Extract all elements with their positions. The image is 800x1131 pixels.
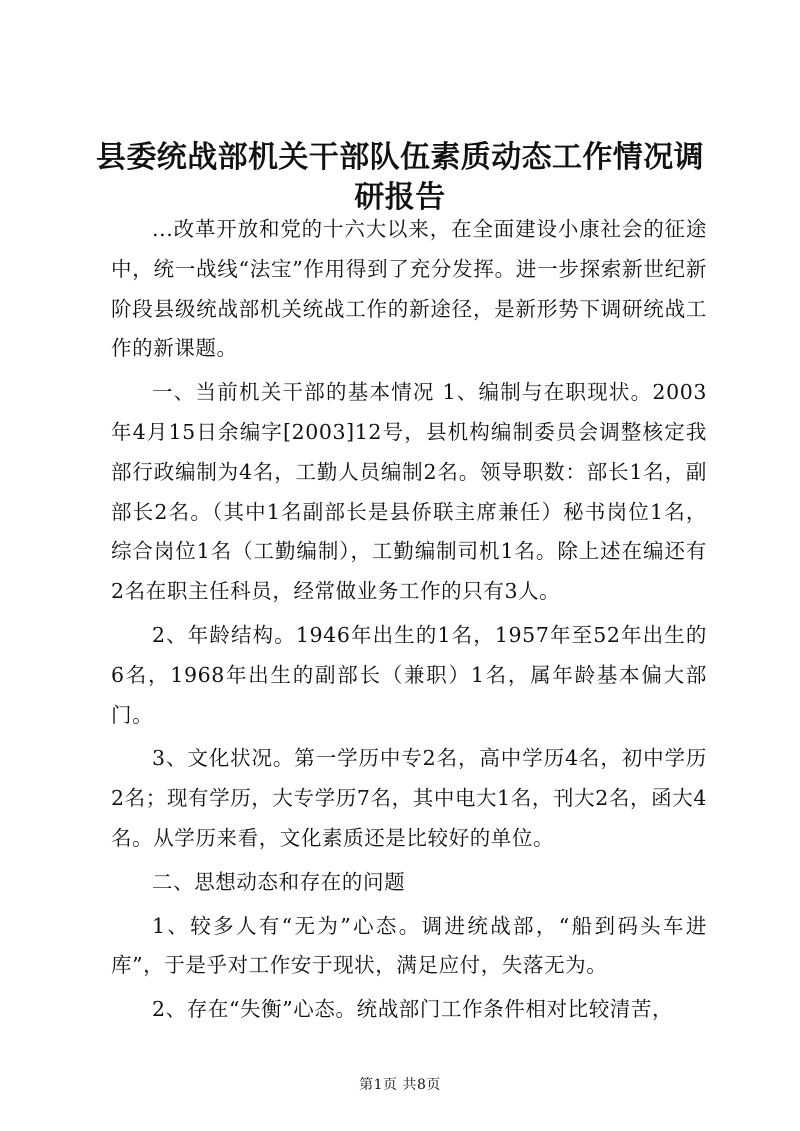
- page-number-footer: 第1页 共8页: [359, 1077, 441, 1093]
- paragraph-problem-2: 2、存在“失衡”心态。统战部门工作条件相对比较清苦，: [152, 997, 674, 1022]
- document-title: 县委统战部机关干部队伍素质动态工作情况调研报告: [96, 140, 704, 215]
- paragraph-problem-1: 1、较多人有“无为”心态。调进统战部，“船到码头车进库”，于是乎对工作安于现状，满足应付，失落无为。: [111, 913, 707, 978]
- paragraph-section-1: 一、当前机关干部的基本情况 1、编制与在职现状。2003年4月15日余编字[2003]12号，县机构编制委员会调整核定我部行政编制为4名，工勤人员编制2名。领导职数：部长1名，副部长2名。（其中1名副部长是县侨联主席兼任）秘书岗位1名，综合岗位1名（工勤编制），工勤编制司机1名。除上述在编还有2名在职主任科员，经常做业务工作的只有3人。: [111, 380, 707, 604]
- paragraph-age-structure: 2、年龄结构。1946年出生的1名，1957年至52年出生的6名，1968年出生的副部长（兼职）1名，属年龄基本偏大部门。: [111, 622, 707, 727]
- paragraph-intro: ...改革开放和党的十六大以来，在全面建设小康社会的征途中，统一战线“法宝”作用得到了充分发挥。进一步探索新世纪新阶段县级统战部机关统战工作的新途径，是新形势下调研统战工作的新课题。: [111, 217, 707, 361]
- document-body: [111, 210, 707, 1030]
- section-heading-2: 二、思想动态和存在的问题: [152, 869, 406, 894]
- paragraph-education: 3、文化状况。第一学历中专2名，高中学历4名，初中学历2名；现有学历，大专学历7名，其中电大1名，刊大2名，函大4名。从学历来看，文化素质还是比较好的单位。: [111, 746, 707, 850]
